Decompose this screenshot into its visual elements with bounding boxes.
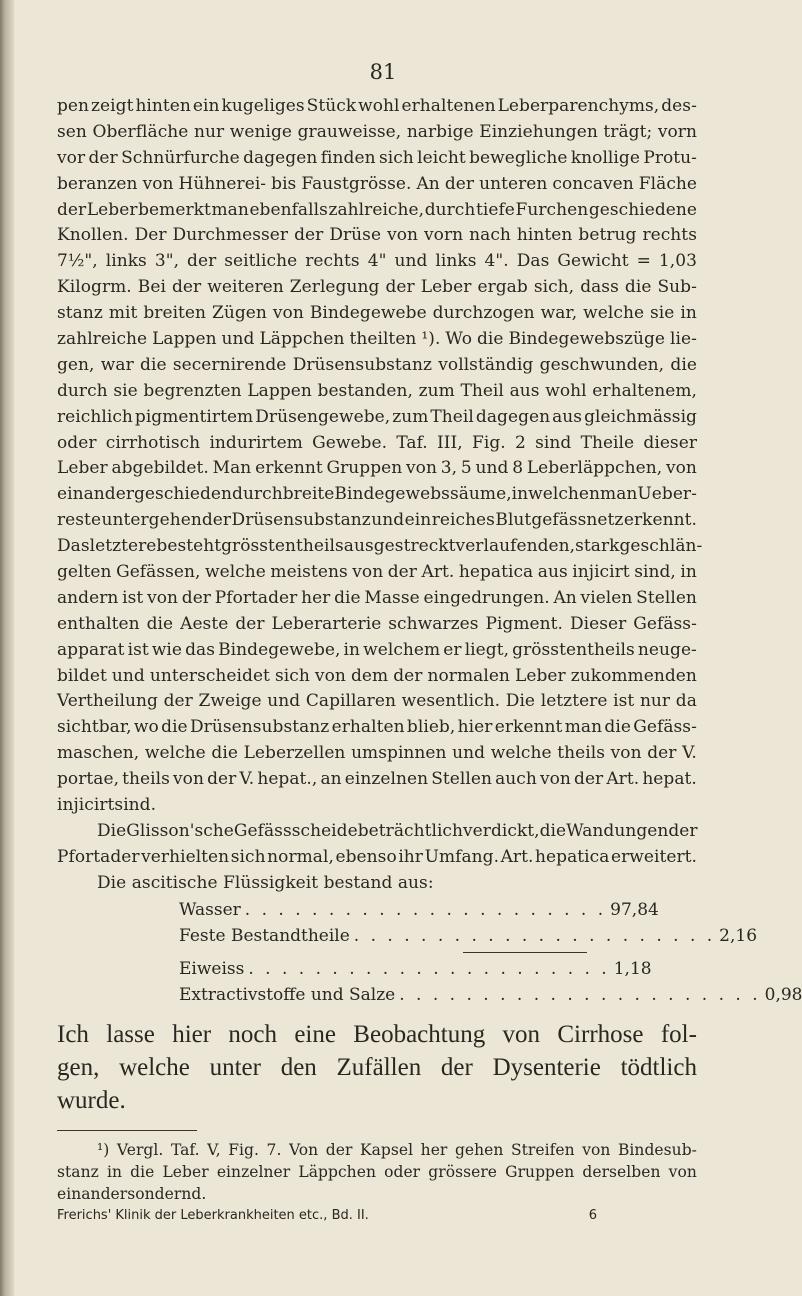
text-line: Ich lasse hier noch eine Beobachtung von Cirrhose fol- [57,1020,697,1048]
body-text-paragraph-2 [57,819,697,871]
text-line: vor der Schnürfurche dagegen finden sich leicht bewegliche knollige Protu- [57,147,697,168]
table-row [179,956,652,982]
composition-table [179,897,758,949]
signature-line [57,1208,597,1223]
text-line: gen, war die secernirende Drüsensubstanz vollständig geschwunden, die [57,354,697,375]
text-line: sen Oberfläche nur wenige grauweisse, narbige Einziehungen trägt; vorn [57,121,697,142]
text-line: gen, welche unter den Zufällen der Dysenterie tödtlich [57,1053,697,1081]
text-line: bildet und unterscheidet sich von dem der normalen Leber zukommenden [57,665,697,686]
text-line: stanz in die Leber einzelner Läppchen oder grössere Gruppen derselben von [57,1162,697,1181]
table-row [179,982,802,1008]
text-line: Pfortader verhielten sich normal, ebenso ihr Umfang. Art. hepatica erweitert. [57,846,697,867]
section-heading [57,1018,697,1117]
table-row-value: 0,98 [764,984,802,1005]
text-line: reste untergehender Drüsensubstanz und ein reiches Blutgefässnetz erkennt. [57,510,697,531]
text-line: Das letztere besteht grösstentheils aus gestreckt verlaufenden, stark geschlän- [57,536,703,557]
signature-mark: 6 [588,1207,597,1223]
table-row-label: Extractivstoffe und Salze [179,984,396,1005]
table-row-label: Eiweiss [179,958,245,979]
body-text [57,94,703,819]
table-row-leader: . . . . . . . . . . . . . . . . . . . . . . [399,984,761,1005]
text-line: andern ist von der Pfortader her die Masse eingedrungen. An vielen Stellen [57,587,697,608]
table-intro [57,871,697,897]
text-line: zahlreiche Lappen und Läppchen theilten ¹). Wo die Bindegewebszüge lie- [57,329,697,350]
signature-text: Frerichs' Klinik der Leberkrankheiten etc., Bd. II. [57,1207,369,1223]
text-line: durch sie begrenzten Lappen bestanden, zum Theil aus wohl erhaltenem, [57,380,697,401]
table-row-label: Feste Bestandtheile [179,925,350,946]
page [57,60,802,1223]
table-row-leader: . . . . . . . . . . . . . . . . . . . . . . [244,899,607,920]
text-line: der Leber bemerkt man ebenfalls zahlreiche, durch tiefe Furchen geschiedene [57,199,697,220]
table-row-value: 1,18 [613,958,652,979]
table-row-value: 2,16 [719,925,758,946]
table-row-label: Wasser [179,899,241,920]
text-line: stanz mit breiten Zügen von Bindegewebe durchzogen war, welche sie in [57,303,697,324]
page-number: 81 [369,60,397,84]
text-line: Kilogrm. Bei der weiteren Zerlegung der Leber ergab sich, dass die Sub- [57,277,697,298]
text-line: apparat ist wie das Bindegewebe, in welchem er liegt, grösstentheils neuge- [57,639,697,660]
table-row-value: 97,84 [610,899,659,920]
text-line: beranzen von Hühnerei- bis Faustgrösse. An der unteren concaven Fläche [57,173,697,194]
text-line: Vertheilung der Zweige und Capillaren wesentlich. Die letztere ist nur da [57,691,697,712]
text-line: 7½", links 3", der seitliche rechts 4" und links 4". Das Gewicht = 1,03 [57,251,697,272]
text-line: maschen, welche die Leberzellen umspinnen und welche theils von der V. [57,743,697,764]
text-line: wurde. [57,1086,126,1114]
text-line: einander sondernd. [57,1184,207,1203]
text-line: Leber abgebildet. Man erkennt Gruppen von 3, 5 und 8 Leberläppchen, von [57,458,697,479]
footnote [57,1139,697,1205]
text-line: reichlich pigmentirtem Drüsengewebe, zum Theil dagegen aus gleichmässig [57,406,697,427]
text-line: enthalten die Aeste der Leberarterie schwarzes Pigment. Dieser Gefäss- [57,613,697,634]
text-line: Knollen. Der Durchmesser der Drüse von vorn nach hinten betrug rechts [57,225,697,246]
text-line: pen zeigt hinten ein kugeliges Stück wohl erhaltenen Leberparenchyms, des- [57,96,697,116]
table-intro-text: Die ascitische Flüssigkeit bestand aus: [97,872,434,893]
text-line: Die Glisson'sche Gefässscheide beträchtlich verdickt, die Wandungen der [97,820,698,841]
book-spine-shadow [0,0,14,1296]
table-sum-rule [463,952,587,953]
text-line: ¹) Vergl. Taf. V, Fig. 7. Von der Kapsel her gehen Streifen von Bindesub- [97,1140,697,1159]
text-line: gelten Gefässen, welche meistens von der Art. hepatica aus injicirt sind, in [57,562,697,583]
table-row [179,923,758,949]
footnote-rule [57,1130,197,1131]
table-row-leader: . . . . . . . . . . . . . . . . . . . . . . [353,925,716,946]
text-line: injicirt sind. [57,795,157,816]
composition-table-sub [179,956,802,1008]
table-row-leader: . . . . . . . . . . . . . . . . . . . . . . [248,958,610,979]
text-line: einander geschieden durch breite Bindegewebssäume, in welchen man Ueber- [57,484,697,505]
text-line: portae, theils von der V. hepat., an einzelnen Stellen auch von der Art. hepat. [57,769,697,790]
text-line: oder cirrhotisch indurirtem Gewebe. Taf. III, Fig. 2 sind Theile dieser [57,432,697,453]
text-line: sichtbar, wo die Drüsensubstanz erhalten blieb, hier erkennt man die Gefäss- [57,717,697,738]
table-row [179,897,659,923]
